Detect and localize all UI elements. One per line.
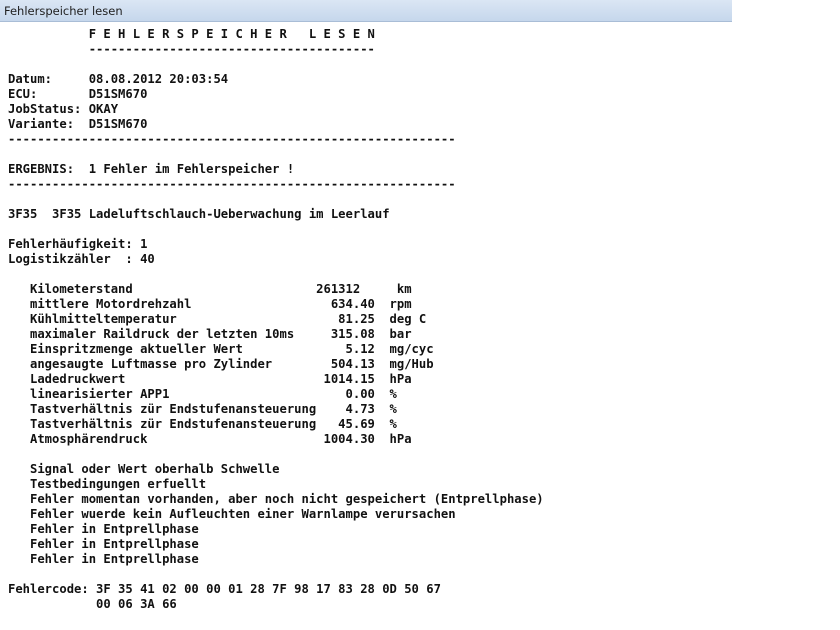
measurement-row: linearisierter APP1 0.00 % [8, 387, 397, 401]
heading-underline: --------------------------------------- [8, 42, 375, 56]
fault-frequency-line: Fehlerhäufigkeit: 1 [8, 237, 148, 251]
measurement-row: Tastverhältnis zür Endstufenansteuerung 4.73 % [8, 402, 397, 416]
datum-line: Datum: 08.08.2012 20:03:54 [8, 72, 229, 86]
status-line: Fehler momentan vorhanden, aber noch nicht gespeichert (Entprellphase) [8, 492, 544, 506]
measurement-row: Einspritzmenge aktueller Wert 5.12 mg/cyc [8, 342, 434, 356]
measurement-row: Tastverhältnis zür Endstufenansteuerung 45.69 % [8, 417, 397, 431]
status-line: Signal oder Wert oberhalb Schwelle [8, 462, 280, 476]
separator-line: ------------------------------------------------------------- [8, 132, 456, 146]
measurement-row: Atmosphärendruck 1004.30 hPa [8, 432, 412, 446]
separator-line: ------------------------------------------------------------- [8, 177, 456, 191]
status-line: Fehler in Entprellphase [8, 522, 199, 536]
status-line: Fehler in Entprellphase [8, 537, 199, 551]
status-line: Fehler wuerde kein Aufleuchten einer Warnlampe verursachen [8, 507, 456, 521]
measurement-row: mittlere Motordrehzahl 634.40 rpm [8, 297, 412, 311]
measurement-row: Ladedruckwert 1014.15 hPa [8, 372, 412, 386]
ecu-line: ECU: D51SM670 [8, 87, 148, 101]
measurement-row: Kühlmitteltemperatur 81.25 deg C [8, 312, 427, 326]
window-title: Fehlerspeicher lesen [4, 4, 123, 18]
variante-line: Variante: D51SM670 [8, 117, 148, 131]
fault-code-continuation: 00 06 3A 66 [8, 597, 177, 611]
fault-code-line: Fehlercode: 3F 35 41 02 00 00 01 28 7F 98 17 83 28 0D 50 67 [8, 582, 441, 596]
status-line: Testbedingungen erfuellt [8, 477, 207, 491]
fault-title-line: 3F35 3F35 Ladeluftschlauch-Ueberwachung im Leerlauf [8, 207, 390, 221]
status-line: Fehler in Entprellphase [8, 552, 199, 566]
report-heading: F E H L E R S P E I C H E R L E S E N [8, 27, 375, 41]
measurement-row: angesaugte Luftmasse pro Zylinder 504.13 mg/Hub [8, 357, 434, 371]
measurement-row: maximaler Raildruck der letzten 10ms 315.08 bar [8, 327, 412, 341]
measurement-row: Kilometerstand 261312 km [8, 282, 412, 296]
ergebnis-line: ERGEBNIS: 1 Fehler im Fehlerspeicher ! [8, 162, 295, 176]
jobstatus-line: JobStatus: OKAY [8, 102, 119, 116]
logistic-counter-line: Logistikzähler : 40 [8, 252, 155, 266]
